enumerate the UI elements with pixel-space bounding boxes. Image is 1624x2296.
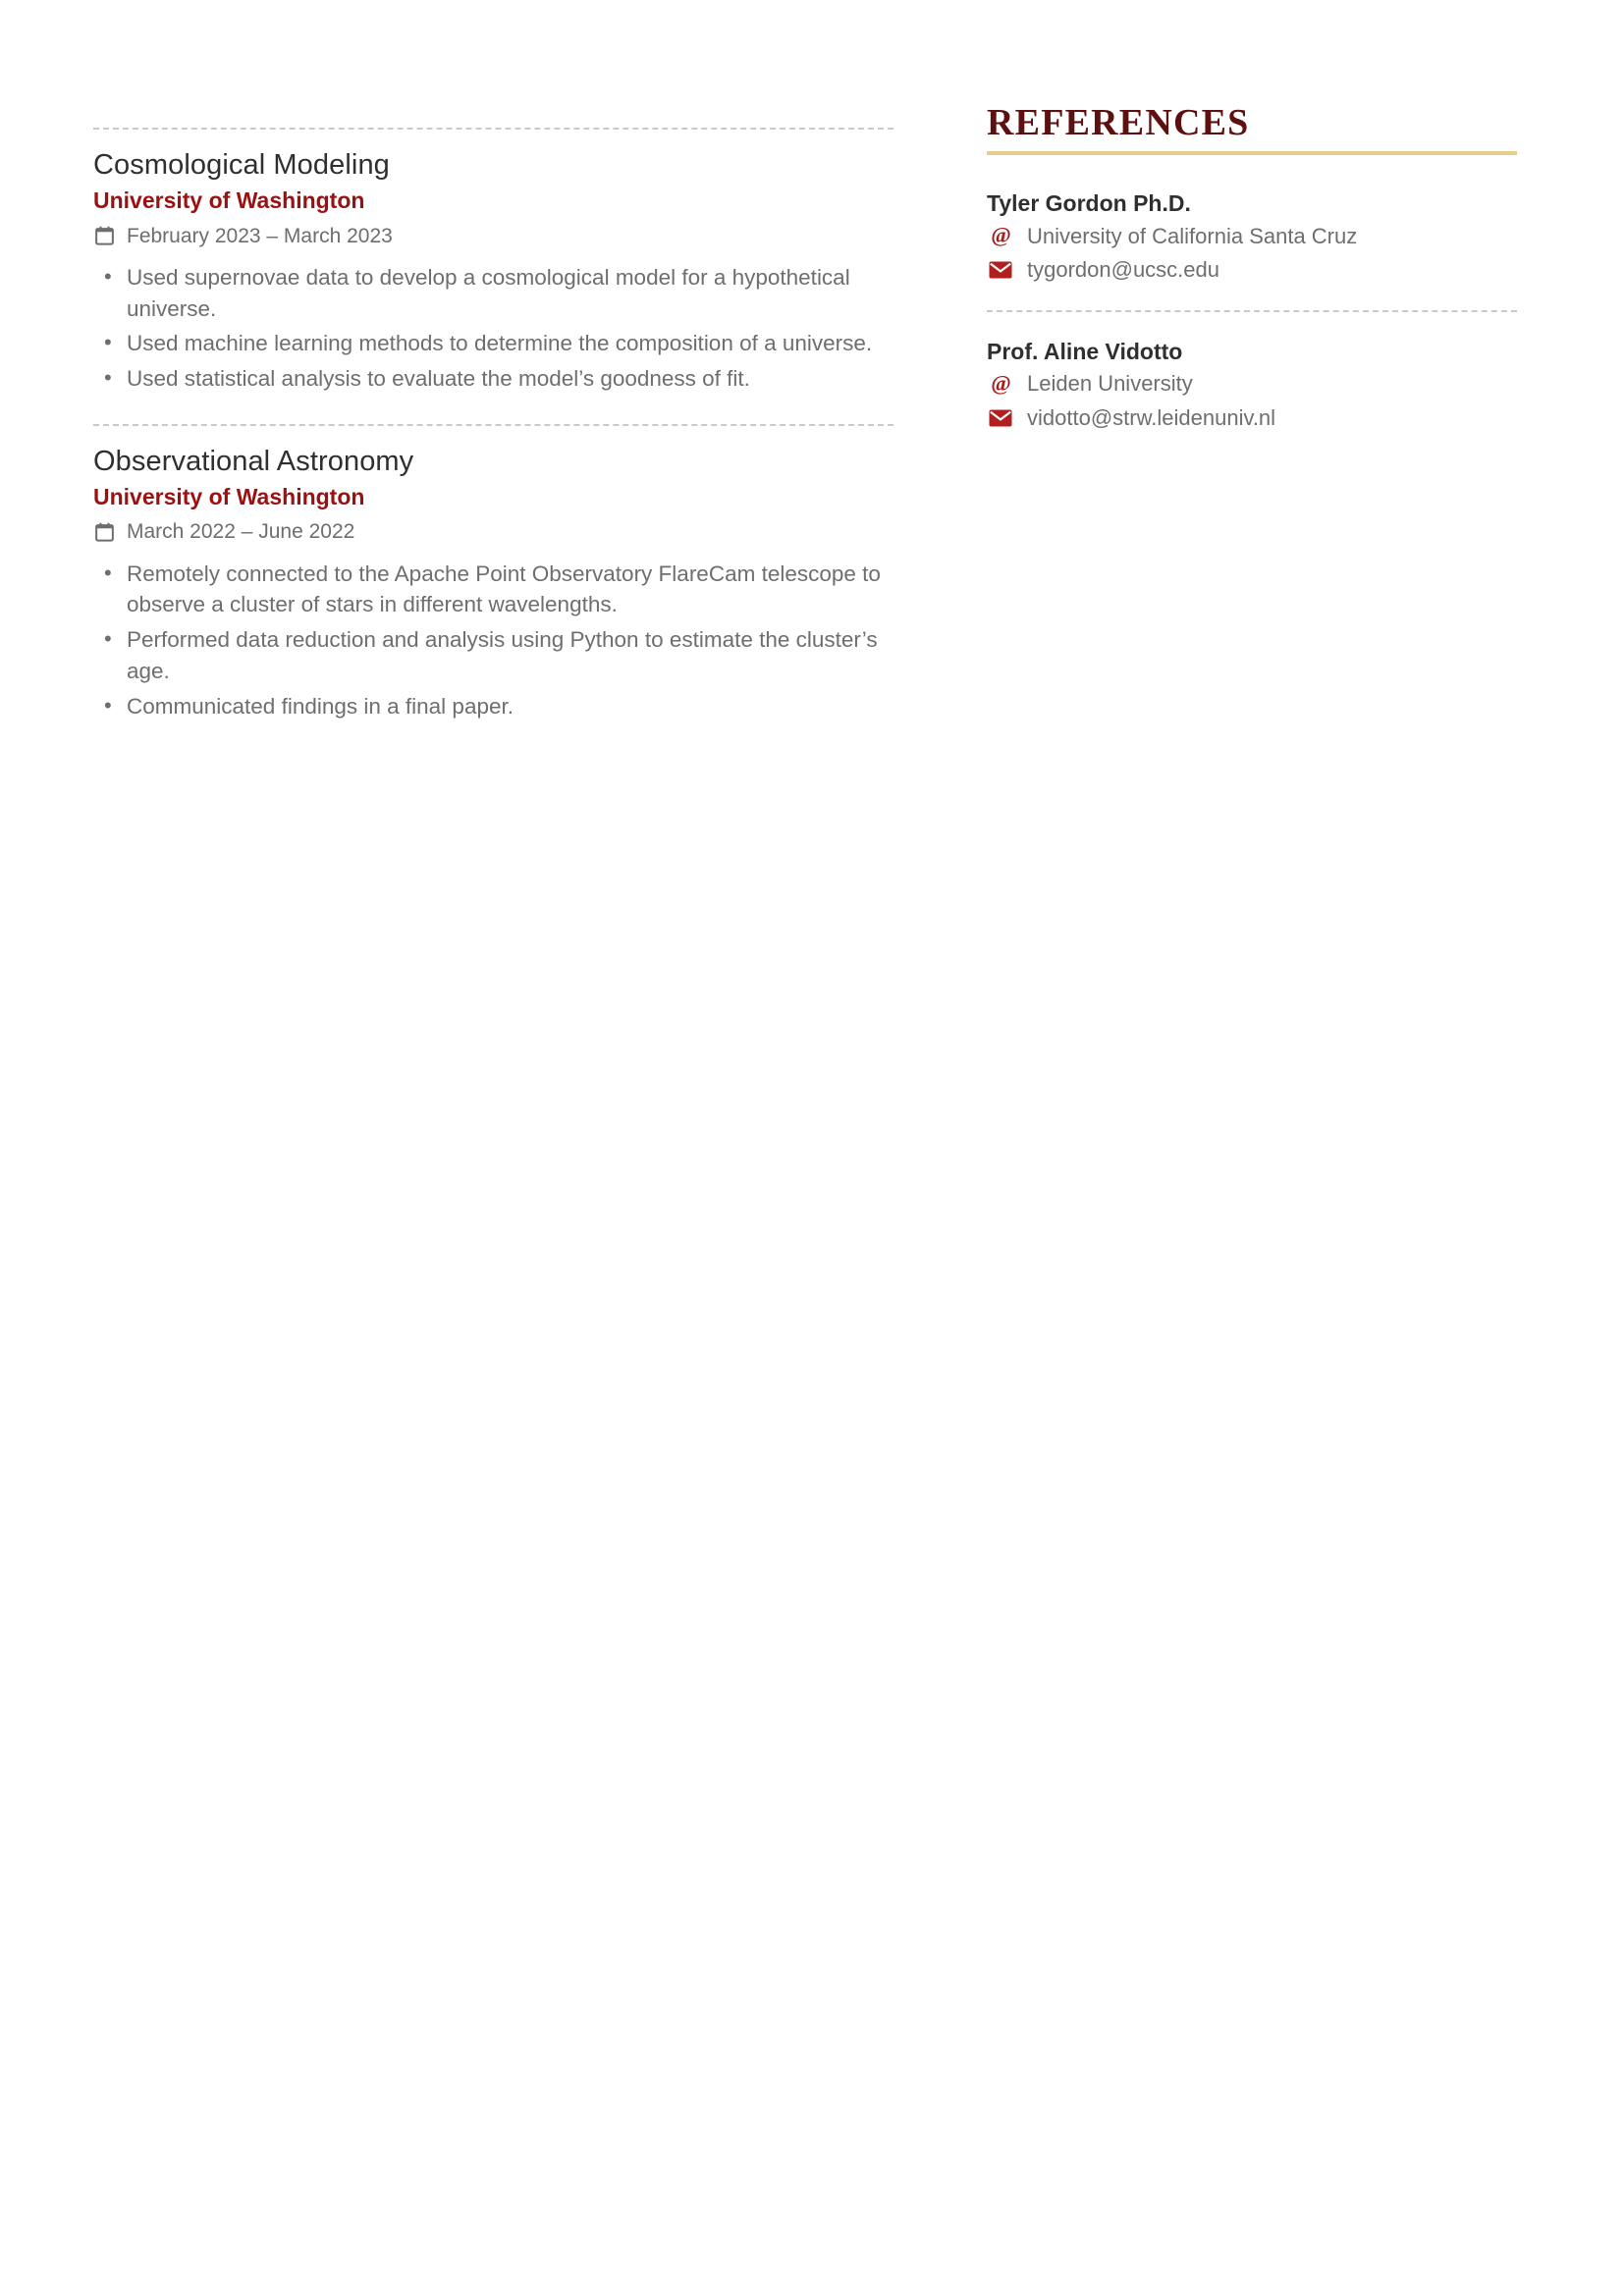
reference-divider: [987, 310, 1517, 312]
entry-date-row: [95, 519, 893, 544]
reference-affiliation-row: [989, 223, 1517, 251]
reference-email[interactable]: vidotto@strw.leidenuniv.nl: [1027, 405, 1276, 431]
entry-date: March 2022 – June 2022: [127, 520, 355, 544]
calendar-icon: [95, 522, 114, 542]
calendar-icon: [95, 226, 114, 245]
envelope-icon: [989, 407, 1012, 429]
entry-organization: University of Washington: [93, 187, 365, 214]
entry-bullet-list: [93, 559, 893, 722]
list-item: • Used machine learning methods to determine the composition of a universe.: [93, 328, 893, 359]
svg-text:@: @: [990, 225, 1011, 248]
references-column: [987, 103, 1517, 439]
reference-email-row[interactable]: [989, 256, 1517, 285]
entry-organization: University of Washington: [93, 483, 365, 509]
reference-affiliation-row: [989, 370, 1517, 399]
at-sign-icon: [989, 226, 1012, 247]
entry-bullet-list: [93, 262, 893, 395]
experience-entry: [93, 130, 893, 395]
envelope-icon: [989, 259, 1012, 281]
reference-name: Tyler Gordon Ph.D.: [987, 189, 1191, 216]
list-item: • Communicated findings in a final paper.: [93, 691, 893, 722]
list-item: • Used supernovae data to develop a cosmological model for a hypothetical universe.: [93, 262, 893, 324]
svg-text:@: @: [990, 373, 1011, 397]
spacer: [93, 399, 893, 424]
entry-title: Cosmological Modeling: [93, 149, 390, 181]
heading-underline: [987, 151, 1517, 155]
list-item: • Remotely connected to the Apache Point Observatory FlareCam telescope to observe a cluster of stars in different wavelengths.: [93, 559, 893, 620]
at-sign-icon: [989, 374, 1012, 396]
entry-date: February 2023 – March 2023: [127, 224, 393, 247]
list-item: • Performed data reduction and analysis using Python to estimate the cluster’s age.: [93, 624, 893, 686]
experience-column: [93, 128, 893, 725]
reference-email-row[interactable]: [989, 404, 1517, 433]
reference-entry: [987, 336, 1517, 433]
experience-entry: [93, 426, 893, 721]
reference-affiliation: University of California Santa Cruz: [1027, 223, 1358, 248]
entry-title: Observational Astronomy: [93, 445, 414, 477]
reference-entry: [987, 187, 1517, 285]
list-item: • Used statistical analysis to evaluate the model’s goodness of fit.: [93, 363, 893, 395]
entry-date-row: [95, 224, 893, 248]
reference-email[interactable]: tygordon@ucsc.edu: [1027, 257, 1220, 283]
page-title: REFERENCES: [987, 102, 1250, 143]
reference-affiliation: Leiden University: [1027, 371, 1193, 397]
reference-name: Prof. Aline Vidotto: [987, 338, 1183, 364]
